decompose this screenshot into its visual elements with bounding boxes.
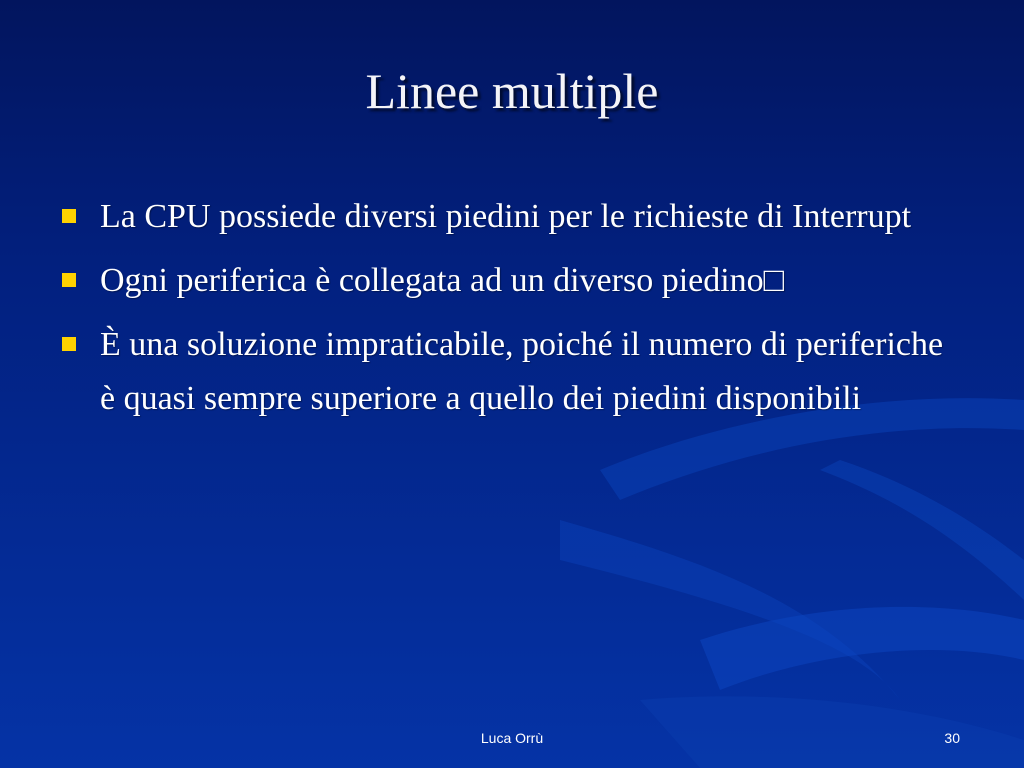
bullet-text: Ogni periferica è collegata ad un diverso piedino□ xyxy=(100,262,785,299)
bullet-item xyxy=(62,318,962,426)
bullet-square-icon xyxy=(62,273,76,287)
bullet-text: È una soluzione impraticabile, poiché il numero di periferiche è quasi sempre superiore a quello dei piedini disponibili xyxy=(100,326,944,417)
bullet-text: La CPU possiede diversi piedini per le richieste di Interrupt xyxy=(100,198,912,235)
bullet-item xyxy=(62,254,962,308)
footer-author: Luca Orrù xyxy=(480,730,544,746)
bullet-square-icon xyxy=(62,209,76,223)
bullet-square-icon xyxy=(62,337,76,351)
bullet-list xyxy=(62,190,962,436)
footer-page-number: 30 xyxy=(944,730,960,746)
bullet-item xyxy=(62,190,962,244)
slide-title: Linee multiple xyxy=(365,63,659,119)
